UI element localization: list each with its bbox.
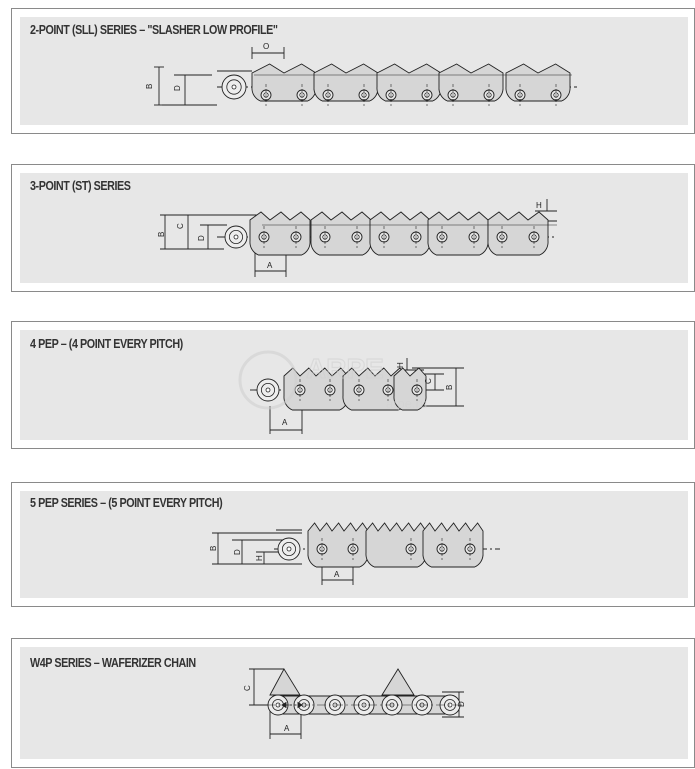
dimension-label-a: A xyxy=(334,570,340,579)
dimension-label-o: O xyxy=(263,42,270,51)
dimension-label-c: C xyxy=(424,378,433,384)
chain-link-plate xyxy=(284,368,348,410)
chain-diagram-w4p xyxy=(12,639,695,769)
dimension-label-b: B xyxy=(445,384,454,390)
panel-title: 3-POINT (ST) SERIES xyxy=(30,179,131,193)
dimension-label-b: B xyxy=(209,545,218,551)
dimension-label-d: D xyxy=(457,701,466,707)
dimension-label-h: H xyxy=(536,201,542,210)
dimension-label-h: H xyxy=(255,555,264,561)
end-roller-hole xyxy=(234,235,238,239)
panel-title: 4 PEP – (4 POINT EVERY PITCH) xyxy=(30,337,183,351)
panel-w4p-waferizer-chain xyxy=(11,638,695,768)
chain-diagram-4pep xyxy=(12,322,695,450)
panel-5-pep-series xyxy=(11,482,695,607)
panel-title: 2-POINT (SLL) SERIES – "SLASHER LOW PROFILE" xyxy=(30,23,278,37)
triangle-attachment xyxy=(270,669,300,695)
panel-4-pep-series xyxy=(11,321,695,449)
end-roller-hole xyxy=(287,547,291,551)
watermark-site: arpe.ru xyxy=(386,396,428,411)
dimension-label-a: A xyxy=(282,418,288,427)
panel-title: 5 PEP SERIES – (5 POINT EVERY PITCH) xyxy=(30,496,223,510)
chain-link-plate xyxy=(423,523,483,567)
triangle-attachment xyxy=(382,669,414,695)
dimension-label-c: C xyxy=(176,223,185,229)
chain-link-plate xyxy=(370,212,430,255)
dimension-label-b: B xyxy=(145,83,154,89)
chain-link-plate xyxy=(428,212,488,255)
dimension-label-h: H xyxy=(396,362,405,368)
dimension-label-d: D xyxy=(233,549,242,555)
end-roller-hole xyxy=(232,85,236,89)
chain-link-plate xyxy=(366,523,426,567)
watermark-brand: ARPE xyxy=(306,353,384,384)
panel-2-point-sll-series xyxy=(11,8,695,134)
dimension-label-a: A xyxy=(284,724,290,733)
chain-link-plate xyxy=(311,212,371,255)
panel-title: W4P SERIES – WAFERIZER CHAIN xyxy=(30,656,196,670)
dimension-label-d: D xyxy=(173,85,182,91)
dimension-label-d: D xyxy=(197,235,206,241)
dimension-label-c: C xyxy=(243,685,252,691)
chain-link-plate xyxy=(250,212,310,255)
end-roller-hole xyxy=(266,388,270,392)
chain-link-plate xyxy=(488,212,548,255)
chain-diagram-st xyxy=(12,165,695,293)
chain-diagram-5pep xyxy=(12,483,695,608)
panel-3-point-st-series xyxy=(11,164,695,292)
chain-link-plate xyxy=(308,523,368,567)
chain-diagram-sll xyxy=(12,9,695,135)
dimension-label-a: A xyxy=(267,261,273,270)
dimension-label-b: B xyxy=(157,231,166,237)
